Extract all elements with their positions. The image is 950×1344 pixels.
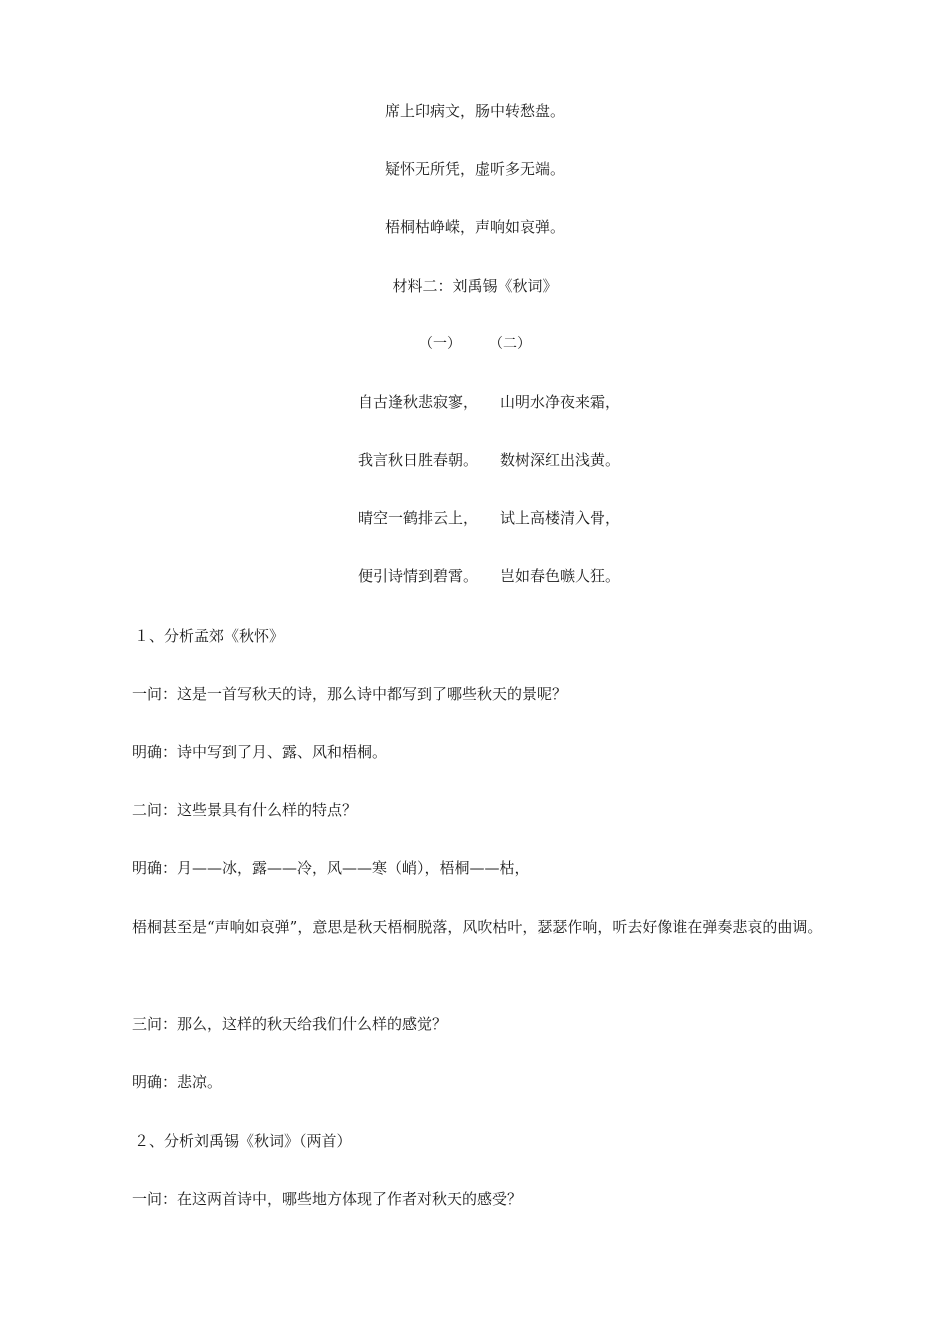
poem-line-first: 自古逢秋悲寂寥， <box>358 393 479 411</box>
question-text: 三问：那么，这样的秋天给我们什么样的感觉？ <box>132 1015 448 1033</box>
question-text: 二问：这些景具有什么样的特点？ <box>132 801 358 819</box>
poem-row <box>358 392 620 412</box>
poem-line: 疑怀无所凭，虚听多无端。 <box>384 160 565 178</box>
poem-line-second: 试上高楼清入骨， <box>500 509 621 527</box>
poem-line-second: 山明水净夜来霜， <box>500 393 621 411</box>
answer-paragraph: 梧桐甚至是“声响如哀弹”，意思是秋天梧桐脱落，风吹枯叶，瑟瑟作响，听去好像谁在弹奏悲哀的曲调。 <box>132 918 823 936</box>
poem-line: 梧桐枯峥嵘，声响如哀弹。 <box>384 218 565 236</box>
poem-row <box>358 508 620 528</box>
poem-line-second: 数树深红出浅黄。 <box>500 451 621 469</box>
answer-text: 明确：悲凉。 <box>132 1073 223 1091</box>
section-title: １、分析孟郊《秋怀》 <box>134 627 285 645</box>
poem-column-headers: （一） （二） <box>419 336 531 352</box>
poem-line-first: 便引诗情到碧霄。 <box>358 567 479 585</box>
poem-line: 席上印病文，肠中转愁盘。 <box>384 102 565 120</box>
poem-line-first: 晴空一鹤排云上， <box>358 509 479 527</box>
question-text: 一问：在这两首诗中，哪些地方体现了作者对秋天的感受？ <box>132 1190 523 1208</box>
question-text: 一问：这是一首写秋天的诗，那么诗中都写到了哪些秋天的景呢？ <box>132 685 568 703</box>
poem-row <box>358 566 620 586</box>
poem-row <box>358 450 620 470</box>
answer-text: 明确：月——冰，露——冷，风——寒（峭），梧桐——枯， <box>132 859 530 877</box>
poem-line-second: 岂如春色嗾人狂。 <box>500 567 621 585</box>
material-two-title: 材料二：刘禹锡《秋词》 <box>392 277 558 295</box>
poem-line-first: 我言秋日胜春朝。 <box>358 451 479 469</box>
section-title: ２、分析刘禹锡《秋词》（两首） <box>134 1132 352 1150</box>
answer-text: 明确：诗中写到了月、露、风和梧桐。 <box>132 743 388 761</box>
